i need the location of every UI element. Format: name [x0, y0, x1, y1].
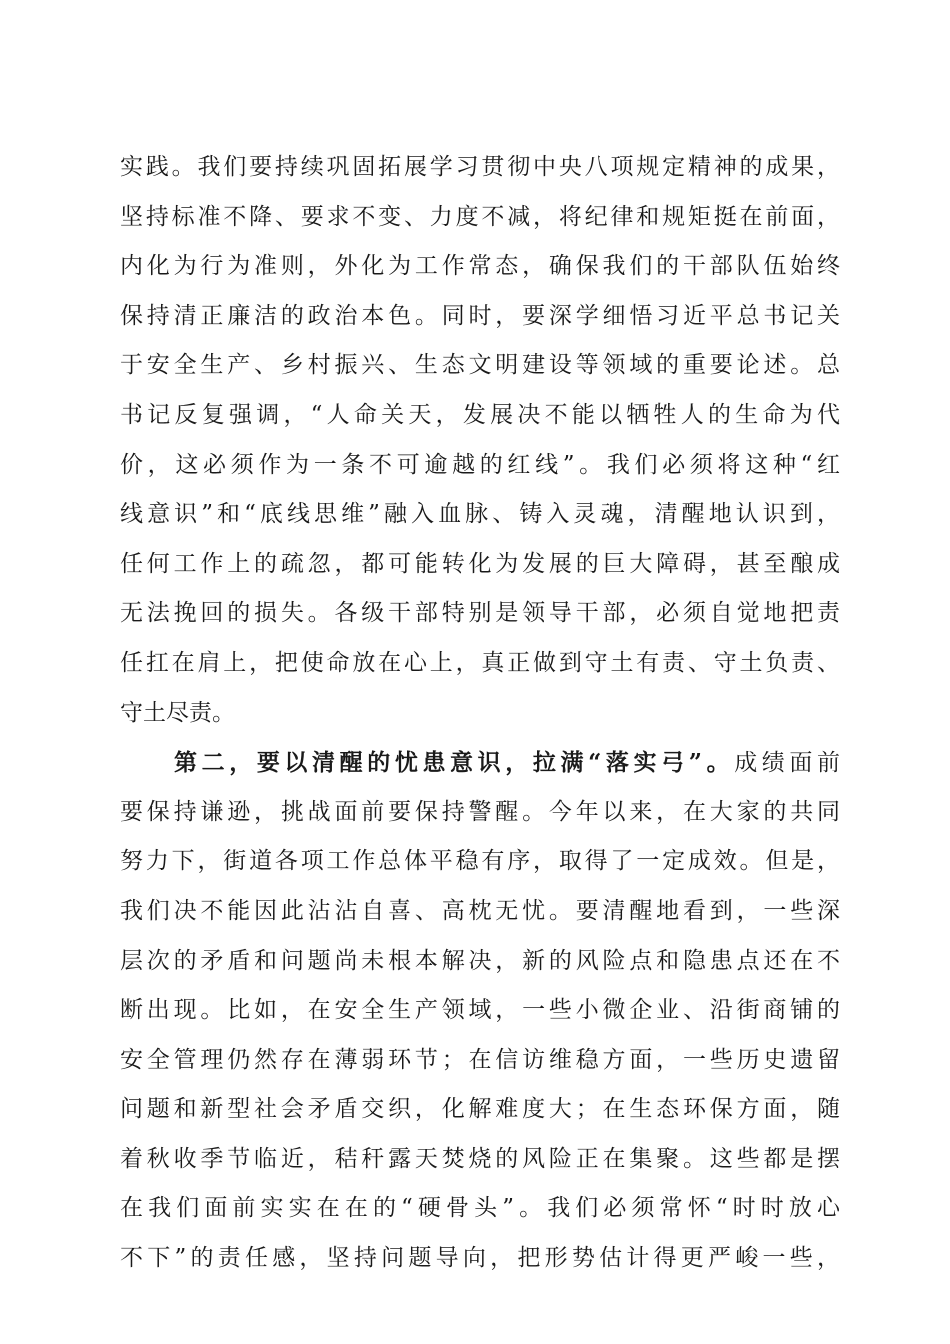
paragraph-line: 着秋收季节临近，秸秆露天焚烧的风险正在集聚。这些都是摆: [120, 1145, 840, 1172]
paragraph-line: 线意识”和“底线思维”融入血脉、铸入灵魂，清醒地认识到，: [120, 501, 840, 528]
paragraph-line: 断出现。比如，在安全生产领域，一些小微企业、沿街商铺的: [120, 997, 840, 1024]
paragraph-line: 在我们面前实实在在的“硬骨头”。我们必须常怀“时时放心: [120, 1195, 840, 1222]
paragraph-line: 无法挽回的损失。各级干部特别是领导干部，必须自觉地把责: [120, 600, 840, 627]
paragraph-line: 内化为行为准则，外化为工作常态，确保我们的干部队伍始终: [120, 253, 840, 280]
paragraph-line: 守土尽责。: [120, 699, 235, 726]
paragraph-line: 层次的矛盾和问题尚未根本解决，新的风险点和隐患点还在不: [120, 947, 840, 974]
paragraph-line: 努力下，街道各项工作总体平稳有序，取得了一定成效。但是，: [120, 848, 840, 875]
paragraph-line: 要保持谦逊，挑战面前要保持警醒。今年以来，在大家的共同: [120, 798, 840, 825]
paragraph-line: 保持清正廉洁的政治本色。同时，要深学细悟习近平总书记关: [120, 302, 840, 329]
paragraph-line: 任何工作上的疏忽，都可能转化为发展的巨大障碍，甚至酿成: [120, 550, 840, 577]
paragraph-line: 不下”的责任感，坚持问题导向，把形势估计得更严峻一些，: [120, 1245, 840, 1272]
paragraph-line: 实践。我们要持续巩固拓展学习贯彻中央八项规定精神的成果，: [120, 154, 840, 180]
paragraph-line: 任扛在肩上，把使命放在心上，真正做到守土有责、守土负责、: [120, 649, 840, 676]
section-heading-line: [120, 738, 840, 788]
paragraph-line: 安全管理仍然存在薄弱环节；在信访维稳方面，一些历史遗留: [120, 1046, 840, 1073]
paragraph-line: 书记反复强调，“人命关天，发展决不能以牺牲人的生命为代: [120, 401, 840, 428]
paragraph-line: 于安全生产、乡村振兴、生态文明建设等领域的重要论述。总: [120, 352, 840, 379]
paragraph-line: 问题和新型社会矛盾交织，化解难度大；在生态环保方面，随: [120, 1096, 840, 1123]
section-heading: 第二，要以清醒的忧患意识，拉满“落实弓”。: [174, 749, 735, 777]
paragraph-line: 坚持标准不降、要求不变、力度不减，将纪律和规矩挺在前面，: [120, 203, 840, 230]
paragraph-line: 价，这必须作为一条不可逾越的红线”。我们必须将这种“红: [120, 451, 840, 478]
heading-line-rest: 成绩面前: [734, 750, 841, 777]
body-text: [120, 143, 840, 1284]
paragraph-line: 我们决不能因此沾沾自喜、高枕无忧。要清醒地看到，一些深: [120, 897, 840, 924]
